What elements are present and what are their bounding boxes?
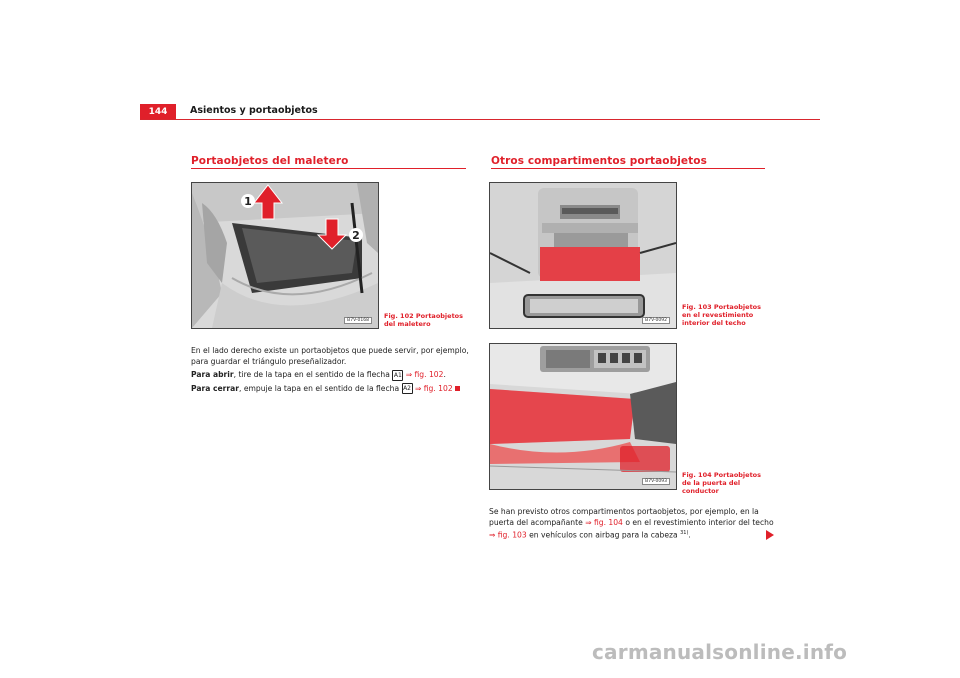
arrow-callout-a2: A2	[403, 385, 411, 392]
page-number: 144	[140, 104, 176, 119]
fig-103-link[interactable]: ⇒ fig. 103	[489, 530, 527, 540]
trunk-storage-illustration	[192, 183, 378, 328]
open-instruction	[191, 369, 471, 381]
chapter-title: Asientos y portaobjetos	[190, 105, 318, 116]
para-part-c: en vehículos con airbag para la cabeza	[529, 530, 678, 540]
square-stop-icon	[455, 386, 460, 391]
figure-callout-1: 1	[244, 195, 252, 208]
figure-103	[489, 182, 677, 329]
roof-lining-illustration	[490, 183, 676, 328]
luggage-paragraph	[191, 345, 471, 394]
figure-code: B7V-0092	[642, 317, 670, 324]
figure-102	[191, 182, 379, 329]
fig-102-link-2[interactable]: ⇒ fig. 102	[414, 383, 453, 393]
section-title-luggage: Portaobjetos del maletero	[191, 155, 349, 167]
figure-104-caption: Fig. 104 Portaobjetos de la puerta del conductor	[682, 471, 762, 495]
open-text: , tire de la tapa en el sentido de la flecha	[233, 370, 390, 379]
triangle-next-icon	[766, 530, 774, 540]
para-part-b: o en el revestimiento interior del techo	[625, 518, 774, 527]
figure-102-caption: Fig. 102 Portaobjetos del maletero	[384, 312, 464, 328]
close-text: , empuje la tapa en el sentido de la flecha	[239, 383, 400, 393]
header-divider	[140, 119, 820, 120]
other-storage-paragraph	[489, 506, 774, 541]
close-label: Para cerrar	[191, 383, 240, 393]
footnote-marker[interactable]: 31)	[680, 530, 689, 536]
figure-code: B7V-0093	[642, 478, 670, 485]
close-instruction	[191, 383, 471, 395]
watermark: carmanualsonline.info	[592, 640, 848, 664]
figure-code: B7V-0168	[344, 317, 372, 324]
figure-103-caption: Fig. 103 Portaobjetos en el revestimiento interior del techo	[682, 303, 762, 327]
intro-text: En el lado derecho existe un portaobjetos que puede servir, por ejemplo, para guardar el triángulo preseñalizador.	[191, 346, 469, 366]
figure-104	[489, 343, 677, 490]
fig-104-link[interactable]: ⇒ fig. 104	[585, 518, 623, 527]
para-part-a: Se han previsto otros compartimentos portaobjetos, por ejemplo, en la puerta del acompañante	[489, 507, 759, 527]
fig-102-link[interactable]: ⇒ fig. 102	[405, 370, 444, 379]
para-end: .	[688, 530, 691, 540]
figure-callout-2: 2	[352, 229, 360, 242]
arrow-callout-a1: A1	[393, 371, 402, 379]
open-end: .	[443, 370, 446, 379]
section-title-other: Otros compartimentos portaobjetos	[491, 155, 707, 167]
open-label: Para abrir	[191, 370, 234, 379]
section-divider-left	[191, 168, 466, 169]
section-divider-right	[491, 168, 765, 169]
driver-door-illustration	[490, 344, 676, 489]
